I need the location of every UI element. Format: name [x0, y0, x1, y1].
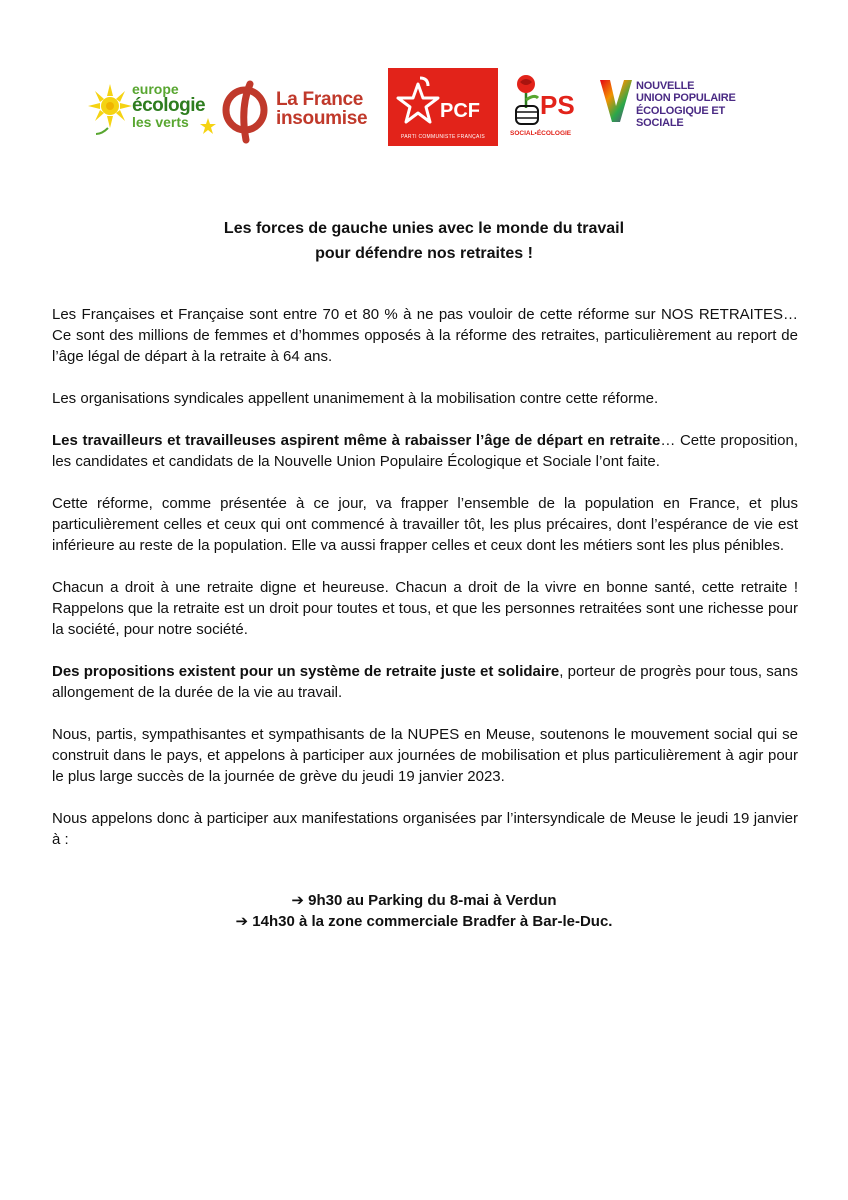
sunflower-icon — [88, 82, 134, 138]
arrow-icon: ➔ — [235, 913, 249, 930]
pcf-subtitle: PARTI COMMUNISTE FRANÇAIS — [401, 134, 485, 140]
ps-name: PS — [540, 90, 575, 120]
nupes-line2: UNION POPULAIRE — [636, 92, 736, 105]
eelv-line1: europe — [132, 81, 179, 97]
document-title — [0, 216, 848, 266]
eelv-logo — [88, 72, 216, 146]
event-item — [0, 911, 848, 932]
phi-icon — [220, 78, 276, 144]
nupes-line1: NOUVELLE — [636, 80, 695, 92]
eelv-line3: les verts — [132, 114, 189, 130]
paragraph-6 — [52, 661, 798, 703]
paragraph-3-rest: … Cette proposition, les candidates et candidats de la Nouvelle Union Populaire Écologique et Sociale l’ont faite. — [52, 432, 798, 470]
event-text: 14h30 à la zone commerciale Bradfer à Bar-le-Duc. — [252, 913, 613, 930]
event-list — [0, 890, 848, 932]
paragraph-6-bold: Des propositions existent pour un système de retraite juste et solidaire — [52, 663, 560, 680]
paragraph-8: Nous appelons donc à participer aux manifestations organisées par l’intersyndicale de Meuse le jeudi 19 janvier à : — [52, 810, 798, 848]
ps-subtitle: SOCIAL•ÉCOLOGIE — [510, 130, 572, 137]
document-body — [52, 304, 798, 850]
nupes-line3: ÉCOLOGIQUE ET SOCIALE — [636, 104, 726, 129]
paragraph-2: Les organisations syndicales appellent unanimement à la mobilisation contre cette réforme. — [52, 390, 659, 407]
star-icon — [200, 118, 216, 134]
ps-logo — [510, 72, 590, 144]
pcf-logo — [388, 68, 498, 146]
nupes-v-icon — [598, 76, 634, 126]
paragraph-7: Nous, partis, sympathisantes et sympathisants de la NUPES en Meuse, soutenons le mouvement social qui se construit dans le pays, et appelons à participer aux journées de mobilisation et plus particulièrement à agir pour le plus large succès de la journée de grève du jeudi 19 janvier 2023. — [52, 726, 798, 785]
nupes-logo — [598, 76, 768, 138]
paragraph-4: Cette réforme, comme présentée à ce jour, va frapper l’ensemble de la population en France, et plus particulièrement celles et ceux qui ont commencé à travailler tôt, les plus précaires, dont l’espérance de vie est inférieure au reste de la population. Elle va aussi frapper celles et ceux dont les métiers sont les plus pénibles. — [52, 495, 798, 554]
title-line2: pour défendre nos retraites ! — [315, 245, 533, 262]
paragraph-3 — [52, 430, 798, 472]
title-line1: Les forces de gauche unies avec le monde du travail — [223, 220, 625, 237]
pcf-name: PCF — [440, 100, 480, 122]
lfi-line2: insoumise — [276, 108, 368, 129]
event-item — [0, 890, 848, 911]
paragraph-5: Chacun a droit à une retraite digne et heureuse. Chacun a droit de la vivre en bonne santé, cette retraite ! Rappelons que la retraite est un droit pour toutes et tous, et que les personnes retraitées sont une richesse pour la société, pour notre société. — [52, 579, 798, 638]
pcf-star-icon — [394, 76, 442, 128]
eelv-line2: écologie — [132, 95, 206, 116]
party-logos — [84, 66, 764, 150]
paragraph-6-rest: , porteur de progrès pour tous, sans allongement de la durée de la vie au travail. — [52, 663, 798, 701]
lfi-logo — [220, 78, 382, 144]
lfi-line1: La France — [276, 89, 364, 110]
arrow-icon: ➔ — [291, 892, 304, 909]
paragraph-1: Les Françaises et Française sont entre 70 et 80 % à ne pas vouloir de cette réforme sur NOS RETRAITES… Ce sont des millions de femmes et d’hommes opposés à la réforme des retraites, particulièrement au report de l’âge légal de départ à la retraite à 64 ans. — [52, 306, 798, 365]
paragraph-3-bold: Les travailleurs et travailleuses aspirent même à rabaisser l’âge de départ en retraite — [52, 432, 661, 449]
event-text: 9h30 au Parking du 8-mai à Verdun — [308, 892, 557, 909]
